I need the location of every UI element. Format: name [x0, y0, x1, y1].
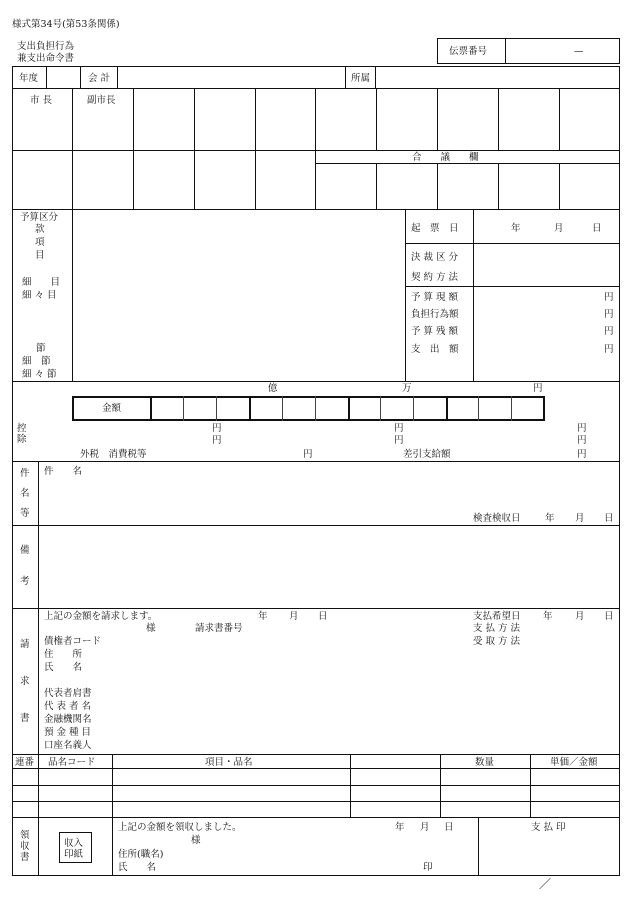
inspection-date-label: 検査検収日	[473, 513, 521, 524]
pay-method-label: 支 払 方 法	[473, 623, 521, 634]
budget-saisaisetsu-label: 細 々 節	[22, 369, 57, 380]
desired-day: 日	[604, 611, 614, 622]
request-address-label: 住 所	[44, 649, 83, 660]
request-year: 年	[258, 611, 268, 622]
receipt-day: 日	[444, 822, 454, 833]
deduction-yen-3: 円	[394, 423, 404, 434]
desired-month: 月	[575, 611, 585, 622]
deposit-type-label: 預 金 種 目	[44, 727, 92, 738]
yen-commitment: 円	[604, 309, 614, 320]
unit-yen: 円	[533, 383, 543, 394]
pay-seal-label: 支 払 印	[531, 822, 566, 833]
budget-saimoku-label: 細 目	[22, 277, 61, 288]
request-side-2: 求	[20, 676, 30, 687]
commitment-label: 負担行為額	[411, 309, 459, 320]
receipt-year: 年	[395, 822, 405, 833]
deduction-label: 控 除	[17, 423, 27, 445]
payment-amount-label: 支 出 額	[411, 344, 459, 355]
deduction-yen-1: 円	[212, 423, 222, 434]
department-label: 所属	[351, 73, 371, 84]
bank-name-label: 金融機関名	[44, 714, 92, 725]
subject-side-1: 件	[20, 468, 30, 479]
request-month: 月	[289, 611, 299, 622]
desired-year: 年	[543, 611, 553, 622]
remarks-side-1: 備	[20, 545, 30, 556]
voucher-number-value[interactable]: —	[574, 46, 584, 57]
receipt-seal-label: 印	[423, 862, 433, 873]
request-day: 日	[318, 611, 328, 622]
budget-moku-label: 目	[35, 250, 45, 261]
fiscal-year-label: 年度	[19, 73, 39, 84]
draft-date-year: 年	[511, 223, 521, 234]
yen-budget-current: 円	[604, 292, 614, 303]
budget-current-label: 予 算 現 額	[411, 292, 459, 303]
receipt-side-label: 領 収 書	[20, 830, 30, 863]
contract-method-label: 契 約 方 法	[411, 272, 459, 283]
inspection-year: 年	[545, 513, 555, 524]
request-side-1: 請	[20, 639, 30, 650]
form-number: 様式第34号(第53条関係)	[12, 19, 120, 30]
receipt-address-label: 住所(職名)	[118, 849, 164, 860]
consumption-tax-label: 外税 消費税等	[80, 449, 147, 460]
receipt-sama: 様	[191, 835, 201, 846]
receipt-name-label: 氏 名	[118, 862, 157, 873]
budget-setsu-label: 節	[36, 343, 46, 354]
form-title-line1: 支出負担行為	[17, 41, 75, 52]
net-pay-yen: 円	[577, 449, 587, 460]
inspection-day: 日	[604, 513, 614, 524]
vice-mayor-label: 副市長	[87, 95, 116, 106]
unit-oku: 億	[268, 383, 278, 394]
subject-side-2: 名	[20, 488, 30, 499]
budget-remaining-label: 予 算 残 額	[411, 326, 459, 337]
receipt-statement: 上記の金額を領収しました。	[118, 822, 242, 833]
request-statement: 上記の金額を請求します。	[44, 611, 158, 622]
revenue-stamp-label: 収入 印紙	[64, 838, 84, 860]
invoice-number-label: 請求書番号	[195, 623, 243, 634]
col-header-item-name: 項目・品名	[205, 757, 253, 768]
footer-slash-mark: ／	[539, 877, 552, 891]
col-header-item-code: 品名コード	[48, 757, 96, 768]
col-header-serial: 連番	[15, 757, 35, 768]
request-name-label: 氏 名	[44, 662, 83, 673]
request-sama: 様	[146, 623, 156, 634]
mayor-label: 市 長	[30, 95, 53, 106]
account-label: 会 計	[88, 73, 111, 84]
voucher-number-label: 伝票番号	[449, 46, 488, 57]
amount-box	[72, 396, 545, 421]
desired-pay-date-label: 支払希望日	[473, 611, 521, 622]
subject-side-3: 等	[20, 508, 30, 519]
budget-saisaimoku-label: 細 々 目	[22, 290, 57, 301]
deduction-yen-5: 円	[577, 423, 587, 434]
deduction-yen-6: 円	[577, 435, 587, 446]
net-pay-label: 差引支給額	[403, 449, 451, 460]
remarks-side-2: 考	[20, 576, 30, 587]
account-holder-label: 口座名義人	[44, 740, 92, 751]
deduction-yen-4: 円	[394, 435, 404, 446]
yen-payment: 円	[604, 344, 614, 355]
col-header-unit-price: 単価／金額	[550, 757, 598, 768]
yen-budget-remaining: 円	[604, 326, 614, 337]
creditor-code-label: 債権者コード	[44, 636, 102, 647]
draft-date-month: 月	[554, 223, 564, 234]
rep-name-label: 代 表 者 名	[44, 701, 92, 712]
budget-kou-label: 項	[35, 237, 45, 248]
inspection-month: 月	[575, 513, 585, 524]
subject-name-label: 件 名	[44, 466, 83, 477]
budget-saisetsu-label: 細 節	[22, 356, 51, 367]
draft-date-day: 日	[592, 223, 602, 234]
unit-man: 万	[402, 383, 412, 394]
consultation-label: 合 議 欄	[412, 152, 479, 163]
deduction-yen-2: 円	[212, 435, 222, 446]
rep-title-label: 代表者肩書	[44, 688, 92, 699]
settlement-label: 決 裁 区 分	[411, 252, 459, 263]
receive-method-label: 受 取 方 法	[473, 636, 521, 647]
budget-class-label: 予算区分	[20, 212, 59, 223]
amount-label: 金額	[102, 403, 122, 414]
col-header-quantity: 数量	[475, 757, 495, 768]
request-side-3: 書	[20, 713, 30, 724]
receipt-month: 月	[420, 822, 430, 833]
budget-kan-label: 款	[35, 224, 45, 235]
tax-yen: 円	[303, 449, 313, 460]
draft-date-label: 起 票 日	[411, 223, 459, 234]
form-title-line2: 兼支出命令書	[17, 53, 75, 64]
